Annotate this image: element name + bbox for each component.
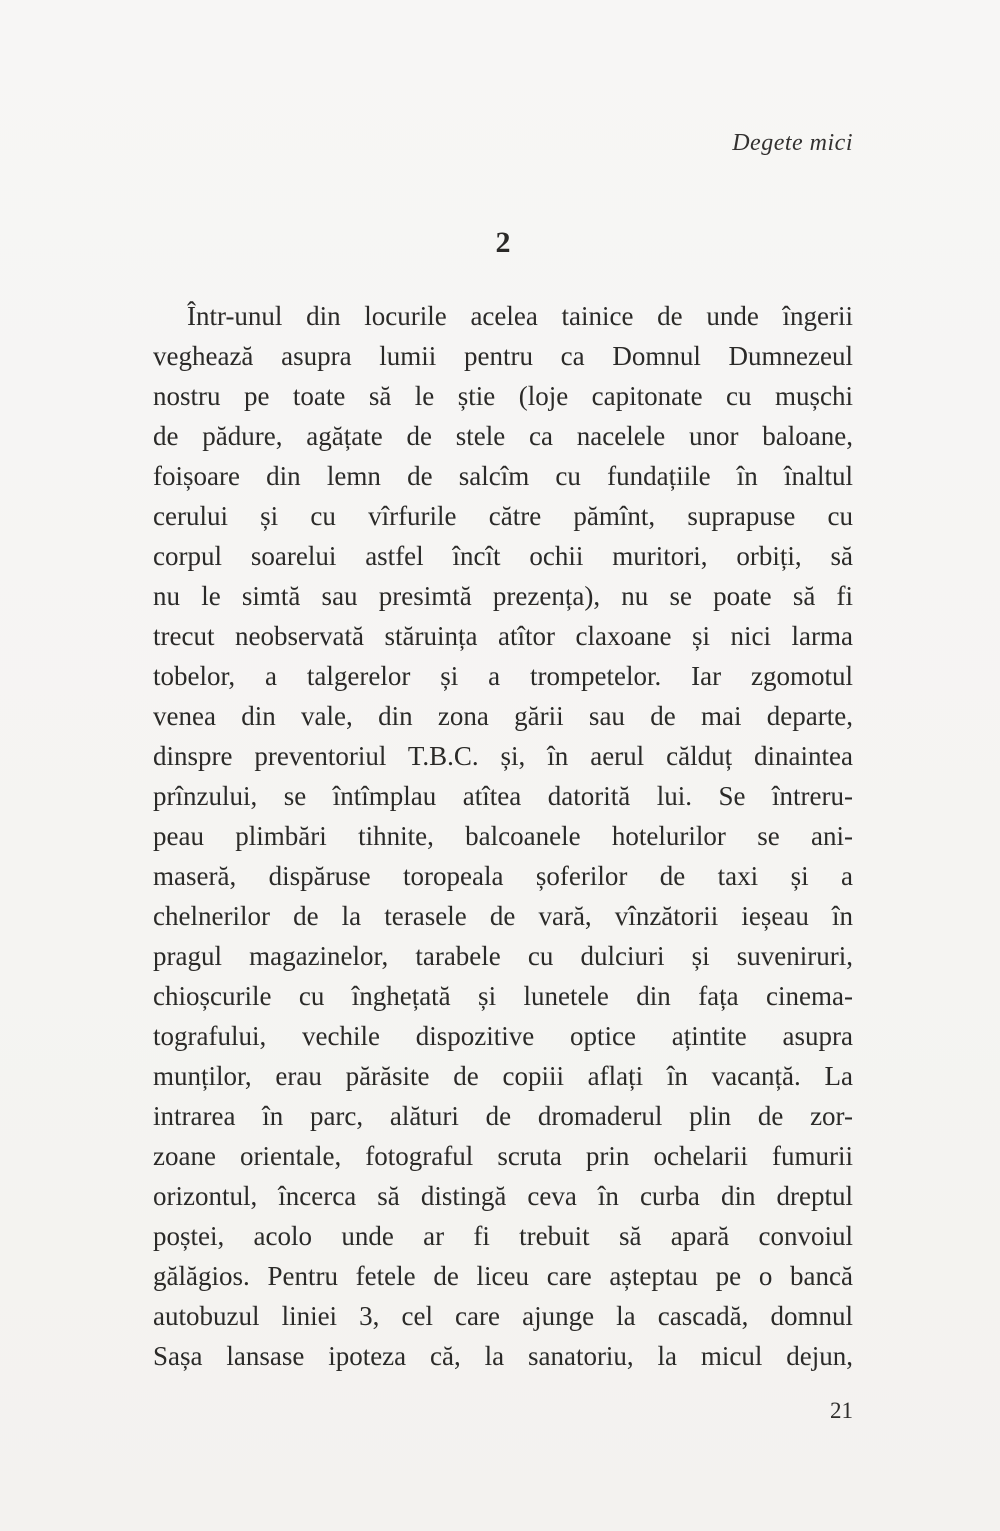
text-line: tografului, vechile dispozitive optice ațintite asupra — [153, 1021, 853, 1051]
text-line: peau plimbări tihnite, balcoanele hotelurilor se ani- — [153, 821, 853, 851]
running-header: Degete mici — [732, 130, 853, 156]
text-line: Într-unul din locurile acelea tainice de unde îngerii — [187, 301, 853, 331]
text-line: venea din vale, din zona gării sau de mai departe, — [153, 701, 853, 731]
chapter-number: 2 — [495, 226, 511, 259]
text-line: veghează asupra lumii pentru ca Domnul Dumnezeul — [153, 341, 853, 371]
text-line: tobelor, a talgerelor și a trompetelor. Iar zgomotul — [153, 661, 853, 691]
text-line: foișoare din lemn de salcîm cu fundațiile în înaltul — [153, 461, 853, 491]
text-line: nostru pe toate să le știe (loje capitonate cu mușchi — [153, 381, 853, 411]
text-line: cerului și cu vîrfurile către pămînt, suprapuse cu — [153, 501, 853, 531]
text-line: de pădure, agățate de stele ca nacelele unor baloane, — [153, 421, 853, 451]
text-line: trecut neobservată stăruința atîtor claxoane și nici larma — [153, 621, 853, 651]
text-line: maseră, dispăruse toropeala șoferilor de taxi și a — [153, 861, 853, 891]
text-line: munților, erau părăsite de copiii aflați în vacanță. La — [153, 1061, 853, 1091]
text-line: autobuzul liniei 3, cel care ajunge la cascadă, domnul — [153, 1301, 853, 1331]
text-line: nu le simtă sau presimtă prezența), nu se poate să fi — [153, 581, 853, 611]
text-line: chelnerilor de la terasele de vară, vînzătorii ieșeau în — [153, 901, 853, 931]
text-line: prînzului, se întîmplau atîtea datorită lui. Se întreru- — [153, 781, 853, 811]
text-line: gălăgios. Pentru fetele de liceu care așteptau pe o bancă — [153, 1261, 853, 1291]
body-text — [153, 296, 853, 1376]
text-line: orizontul, încerca să distingă ceva în curba din dreptul — [153, 1181, 853, 1211]
text-line: corpul soarelui astfel încît ochii muritori, orbiți, să — [153, 541, 853, 571]
text-line: pragul magazinelor, tarabele cu dulciuri și suveniruri, — [153, 941, 853, 971]
text-line: Sașa lansase ipoteza că, la sanatoriu, la micul dejun, — [153, 1341, 853, 1371]
text-line: intrarea în parc, alături de dromaderul plin de zor- — [153, 1101, 853, 1131]
text-line: zoane orientale, fotograful scruta prin ochelarii fumurii — [153, 1141, 853, 1171]
text-line: dinspre preventoriul T.B.C. și, în aerul călduț dinaintea — [153, 741, 853, 771]
text-line: poștei, acolo unde ar fi trebuit să apară convoiul — [153, 1221, 853, 1251]
page-number: 21 — [830, 1398, 853, 1423]
text-line: chioșcurile cu înghețată și lunetele din fața cinema- — [153, 981, 853, 1011]
